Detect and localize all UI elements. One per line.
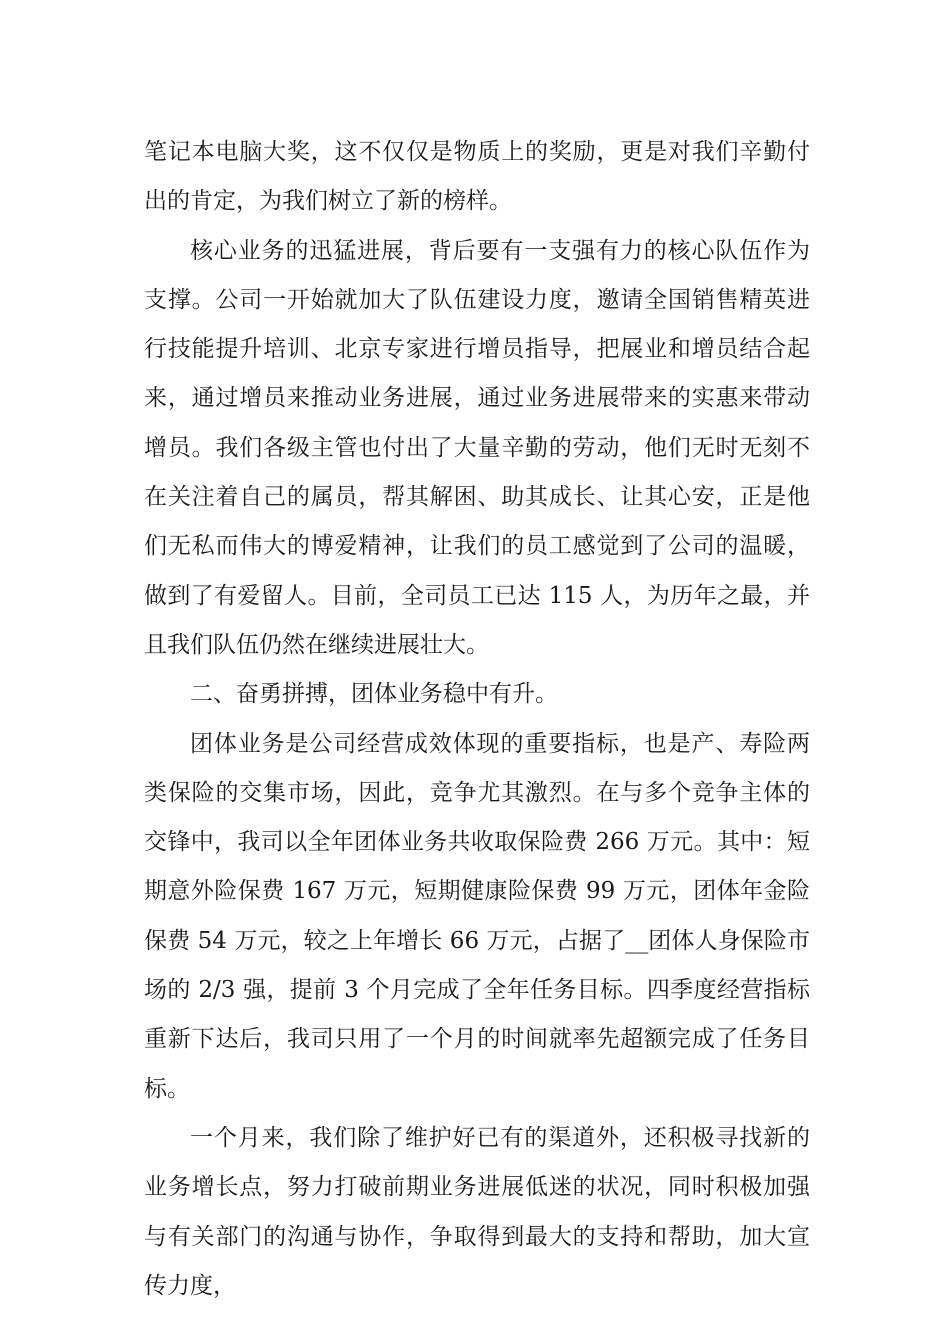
paragraph-continuation: 笔记本电脑大奖，这不仅仅是物质上的奖励，更是对我们辛勤付出的肯定，为我们树立了新的榜样。 xyxy=(144,139,810,215)
paragraph-one-month: 一个月来，我们除了维护好已有的渠道外，还积极寻找新的业务增长点，努力打破前期业务进展低迷的状况，同时积极加强与有关部门的沟通与协作，争取得到最大的支持和帮助，加大宣传力度， xyxy=(144,1124,810,1299)
section-heading: 二、奋勇拼搏，团体业务稳中有升。 xyxy=(190,681,558,708)
document-body xyxy=(144,128,810,1311)
paragraph-core-team: 核心业务的迅猛进展，背后要有一支强有力的核心队伍作为支撑。公司一开始就加大了队伍建设力度，邀请全国销售精英进行技能提升培训、北京专家进行增员指导，把展业和增员结合起来，通过增员来推动业务进展，通过业务进展带来的实惠来带动增员。我们各级主管也付出了大量辛勤的劳动，他们无时无刻不在关注着自己的属员，帮其解困、助其成长、让其心安，正是他们无私而伟大的博爱精神，让我们的员工感觉到了公司的温暖，做到了有爱留人。目前，全司员工已达 115 人，为历年之最，并且我们队伍仍然在继续进展壮大。 xyxy=(144,237,810,658)
paragraph-group-business: 团体业务是公司经营成效体现的重要指标，也是产、寿险两类保险的交集市场，因此，竞争尤其激烈。在与多个竞争主体的交锋中，我司以全年团体业务共收取保险费 266 万元。其中：短期意外险保费 167 万元，短期健康险保费 99 万元，团体年金险保费 54 万元，较之上年增长 66 万元，占据了__团体人身保险市场的 2/3 强，提前 3 个月完成了全年任务目标。四季度经营指标重新下达后，我司只用了一个月的时间就率先超额完成了任务目标。 xyxy=(144,730,810,1102)
